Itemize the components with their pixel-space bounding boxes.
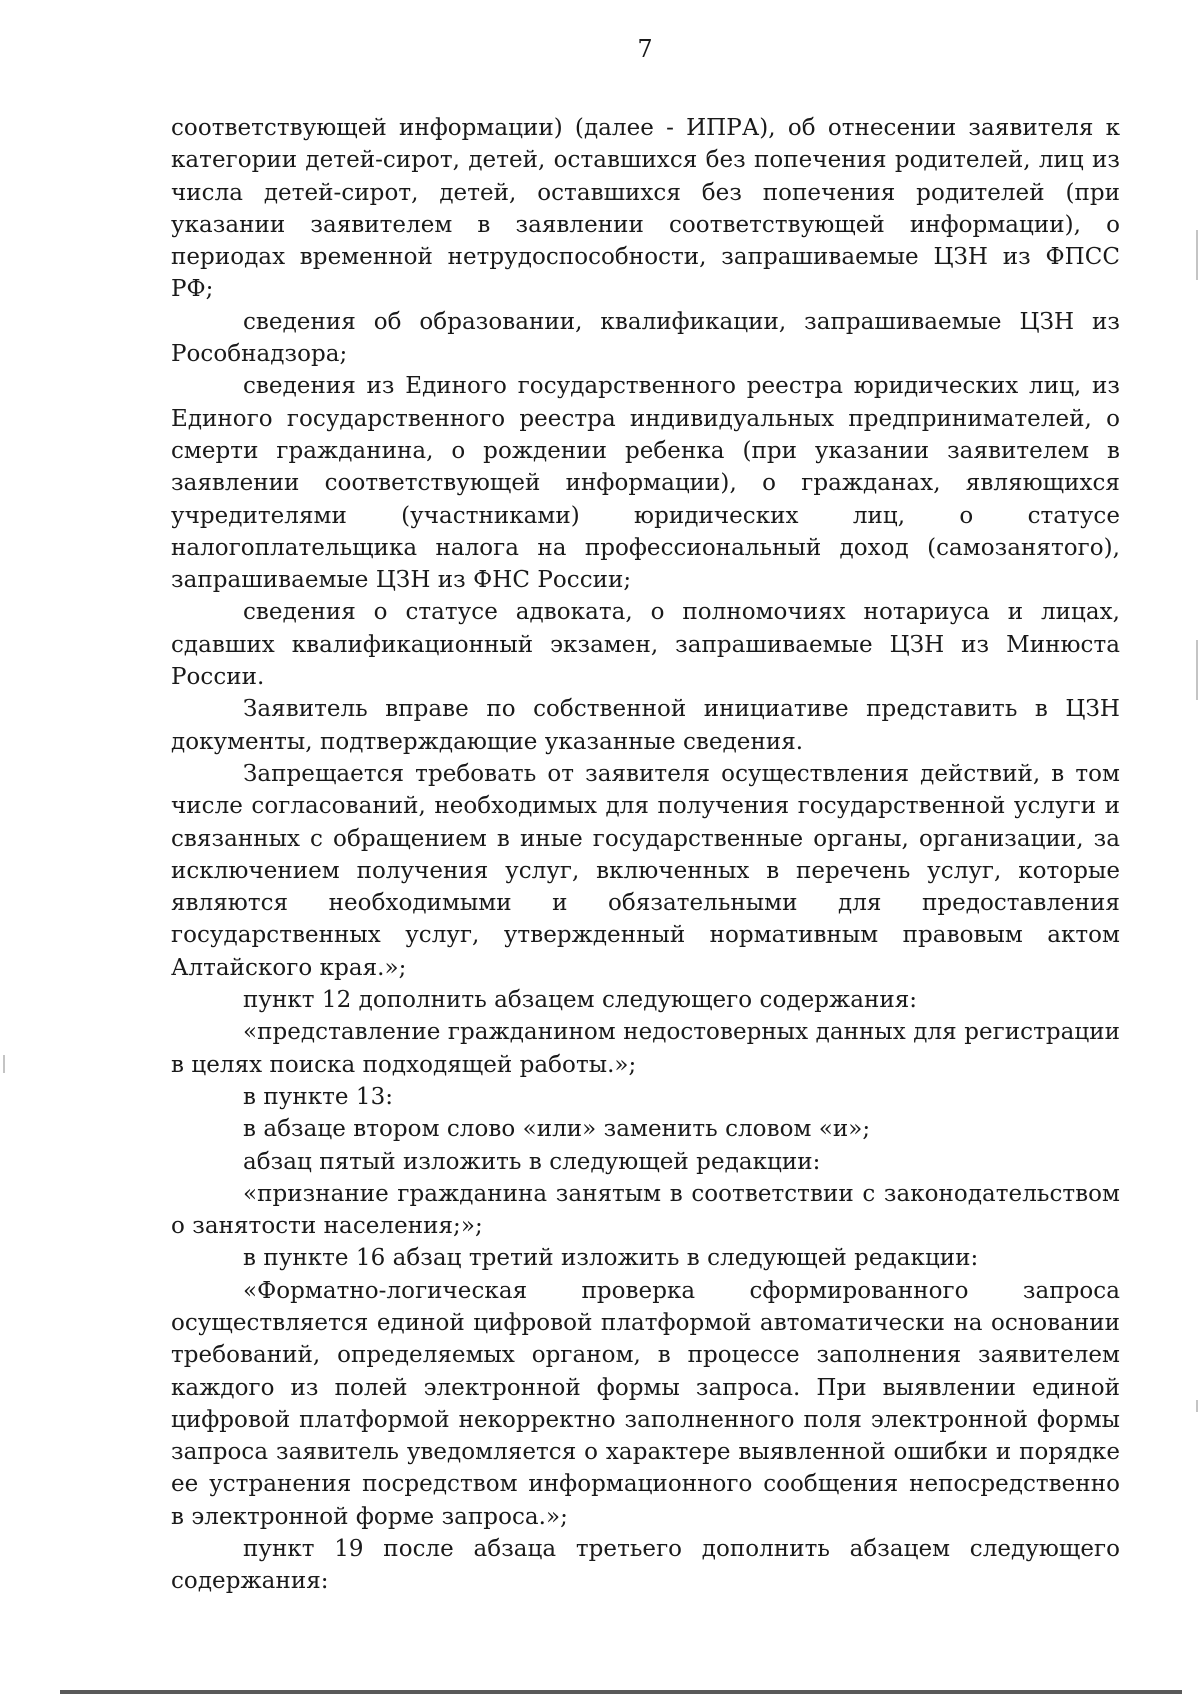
document-body (171, 112, 1120, 1598)
scan-mark (1196, 230, 1198, 280)
paragraph-8: «представление гражданином недостоверных данных для регистрации в целях поиска подходящей работы.»; (171, 1019, 1120, 1078)
scan-mark (3, 1055, 5, 1073)
paragraph-10: в абзаце втором слово «или» заменить словом «и»; (243, 1116, 871, 1143)
paragraph-3: сведения из Единого государственного реестра юридических лиц, из Единого государственного реестра индивидуальных предпринимателей, о смерти гражданина, о рождении ребенка (при указании заявителем в заявлении соответствующей информации), о гражданах, являющихся учредителями (участниками) юридических лиц, о статусе налогоплательщика налога на профессиональный доход (самозанятого), запрашиваемые ЦЗН из ФНС России; (171, 373, 1120, 594)
paragraph-12: «признание гражданина занятым в соответствии с законодательством о занятости населения;»; (171, 1180, 1120, 1240)
scan-mark (1196, 640, 1198, 700)
paragraph-7: пункт 12 дополнить абзацем следующего содержания: (243, 987, 918, 1014)
paragraph-9: в пункте 13: (243, 1083, 394, 1110)
paragraph-1: соответствующей информации) (далее - ИПРА), об отнесении заявителя к категории детей-сирот, детей, оставшихся без попечения родителей, лиц из числа детей-сирот, детей, оставшихся без попечения родителей (при указании заявителем в заявлении соответствующей информации), о периодах временной нетрудоспособности, запрашиваемые ЦЗН из ФПСС РФ; (171, 115, 1120, 303)
paragraph-4: сведения о статусе адвоката, о полномочиях нотариуса и лицах, сдавших квалификационный экзамен, запрашиваемые ЦЗН из Минюста России. (171, 599, 1120, 691)
paragraph-14: «Форматно-логическая проверка сформированного запроса осуществляется единой цифровой платформой автоматически на основании требований, определяемых органом, в процессе заполнения заявителем каждого из полей электронной формы запроса. При выявлении единой цифровой платформой некорректно заполненного поля электронной формы запроса заявитель уведомляется о характере выявленной ошибки и порядке ее устранения посредством информационного сообщения непосредственно в электронной форме запроса.»; (171, 1277, 1120, 1530)
scan-mark (1196, 1400, 1198, 1412)
page-number: 7 (637, 35, 653, 63)
paragraph-5: Заявитель вправе по собственной инициативе представить в ЦЗН документы, подтверждающие указанные сведения. (171, 696, 1120, 755)
paragraph-6: Запрещается требовать от заявителя осуществления действий, в том числе согласований, необходимых для получения государственной услуги и связанных с обращением в иные государственные органы, организации, за исключением получения услуг, включенных в перечень услуг, которые являются необходимыми и обязательными для предоставления государственных услуг, утвержденный нормативным правовым актом Алтайского края.»; (171, 760, 1120, 981)
paragraph-11: абзац пятый изложить в следующей редакции: (243, 1148, 821, 1175)
page-bottom-edge (60, 1690, 1182, 1694)
paragraph-13: в пункте 16 абзац третий изложить в следующей редакции: (243, 1245, 979, 1272)
paragraph-2: сведения об образовании, квалификации, запрашиваемые ЦЗН из Рособнадзора; (171, 308, 1120, 368)
paragraph-15: пункт 19 после абзаца третьего дополнить абзацем следующего содержания: (171, 1536, 1120, 1595)
